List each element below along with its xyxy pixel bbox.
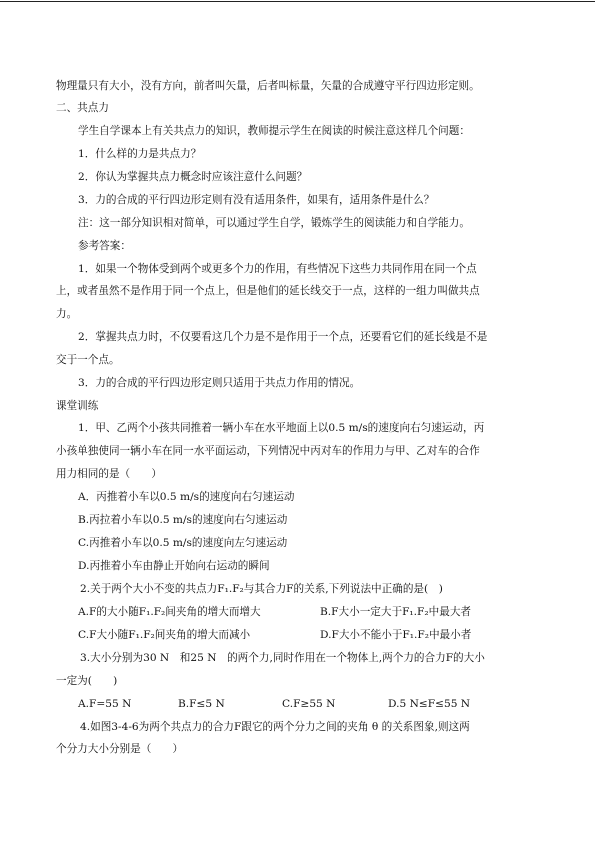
answer-line: 上，或者虽然不是作用于同一个点上，但是他们的延长线交于一点，这样的一组力叫做共点 [56, 285, 480, 297]
option-a: A．丙推着小车以0.5 m/s的速度向右匀速运动 [78, 491, 295, 503]
exercise-line: 小孩单独使同一辆小车在同一水平面运动，下列情况中丙对车的作用力与甲、乙对车的合作 [56, 445, 480, 457]
note-line: 注：这一部分知识相对简单，可以通过学生自学，锻炼学生的阅读能力和自学能力。 [78, 217, 470, 229]
question-item: 3．力的合成的平行四边形定则有没有适用条件，如果有，适用条件是什么？ [78, 194, 435, 206]
exercise-line: 3.大小分别为30 N 和25 N 的两个力,同时作用在一个物体上,两个力的合力F的大小 [80, 652, 485, 664]
option-d: D.5 N≤F≤55 N [388, 698, 471, 710]
exercise-line: 个分力大小分别是（ ） [56, 743, 184, 755]
text-line: 学生自学课本上有关共点力的知识，教师提示学生在阅读的时候注意这样几个问题： [78, 125, 470, 137]
section-heading: 课堂训练 [56, 400, 99, 412]
exercise-line: 4.如图3-4-6为两个共点力的合力F跟它的两个分力之间的夹角 θ 的关系图象,则这两 [80, 721, 470, 733]
answer-line: 1．如果一个物体受到两个或更多个力的作用，有些情况下这些力共同作用在同一个点 [78, 263, 477, 275]
page-top-border [0, 1, 595, 2]
exercise-line: 1．甲、乙两个小孩共同推着一辆小车在水平地面上以0.5 m/s的速度向右匀速运动，丙 [78, 422, 485, 434]
exercise-line: 用力相同的是（ ） [56, 468, 162, 480]
exercise-line: 一定为( ) [56, 675, 118, 687]
exercise-line: 2.关于两个大小不变的共点力F₁.F₂与其合力F的关系,下列说法中正确的是( ) [80, 583, 443, 595]
answer-line: 2．掌握共点力时，不仅要看这几个力是不是作用于一个点，还要看它们的延长线是不是 [78, 331, 488, 343]
option-a: A.F的大小随F₁.F₂间夹角的增大而增大 [78, 606, 261, 618]
option-c: C.F≥55 N [282, 698, 336, 710]
answer-heading: 参考答案： [78, 240, 131, 252]
option-b: B.丙拉着小车以0.5 m/s的速度向右匀速运动 [78, 514, 288, 526]
question-item: 2．你认为掌握共点力概念时应该注意什么问题？ [78, 171, 308, 183]
text-line: 物理量只有大小，没有方向，前者叫矢量，后者叫标量，矢量的合成遵守平行四边形定则。 [56, 80, 480, 92]
option-b: B.F≤5 N [178, 698, 225, 710]
answer-line: 3．力的合成的平行四边形定则只适用于共点力作用的情况。 [78, 377, 361, 389]
option-a: A.F=55 N [78, 698, 132, 710]
option-d: D.F大小不能小于F₁.F₂中最小者 [320, 629, 472, 641]
option-c: C.F大小随F₁.F₂间夹角的增大而减小 [78, 629, 251, 641]
option-c: C.丙推着小车以0.5 m/s的速度向左匀速运动 [78, 537, 288, 549]
question-item: 1．什么样的力是共点力？ [78, 148, 202, 160]
option-b: B.F大小一定大于F₁.F₂中最大者 [320, 606, 472, 618]
section-heading: 二、共点力 [56, 102, 109, 114]
option-d: D.丙推着小车由静止开始向右运动的瞬间 [78, 560, 270, 572]
answer-line: 交于一个点。 [56, 354, 120, 366]
answer-line: 力。 [56, 308, 78, 320]
